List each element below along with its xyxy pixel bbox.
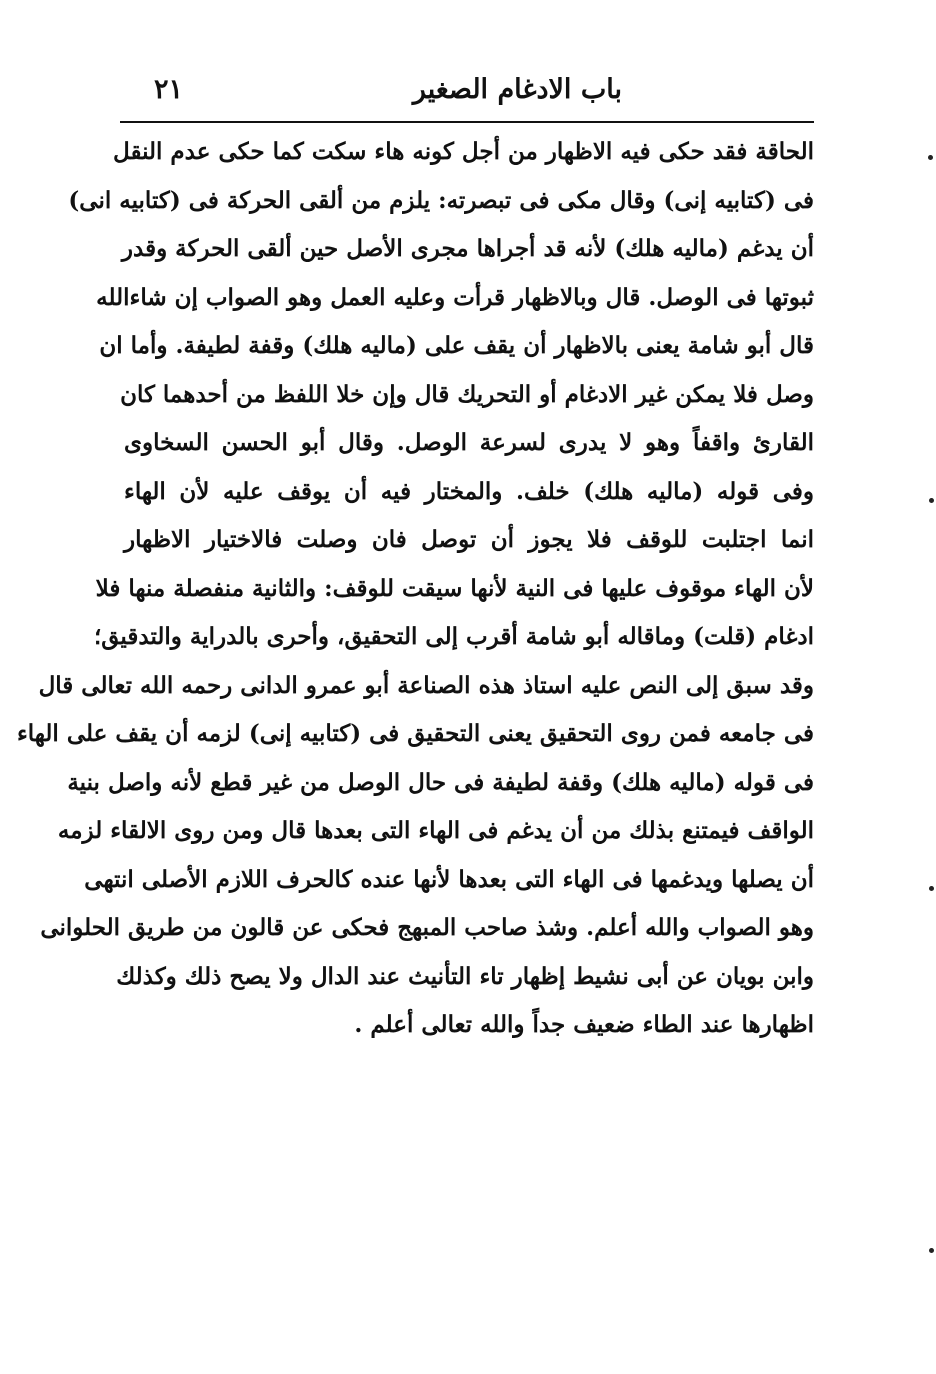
margin-speck <box>929 498 934 503</box>
text-line: ثبوتها فى الوصل. قال وبالاظهار قرأت وعليه العمل وهو الصواب إن شاءالله <box>96 283 814 311</box>
text-line: فى جامعه فمن روى التحقيق يعنى التحقيق فى (كتابيه إنى) لزمه أن يقف على الهاء <box>16 720 814 747</box>
text-line: قال أبو شامة يعنى بالاظهار أن يقف على (ماليه هلك) وقفة لطيفة. وأما ان <box>99 332 814 359</box>
page-number: ٢١ <box>154 74 184 105</box>
text-line: أن يصلها ويدغمها فى الهاء التى بعدها لأنها عنده كالحرف اللازم الأصلى انتهى <box>84 865 814 893</box>
text-line: انما اجتلبت للوقف فلا يجوز أن توصل فان وصلت فالاختيار الاظهار <box>124 526 814 553</box>
text-line: فى (كتابيه إنى) وقال مكى فى تبصرته: يلزم من ألقى الحركة فى (كتابيه انى) <box>68 186 814 214</box>
margin-speck <box>929 886 934 891</box>
header-rule <box>120 121 814 123</box>
text-line: وهو الصواب والله أعلم. وشذ صاحب المبهج فحكى عن قالون من طريق الحلوانى <box>40 914 814 941</box>
text-line: الحاقة فقد حكى فيه الاظهار من أجل كونه هاء سكت كما حكى عدم النقل <box>113 138 814 165</box>
text-line: وقد سبق إلى النص عليه استاذ هذه الصناعة أبو عمرو الدانى رحمه الله تعالى قال <box>38 671 814 699</box>
text-line: ادغام (قلت) وماقاله أبو شامة أقرب إلى التحقيق، وأحرى بالدراية والتدقيق؛ <box>93 623 814 650</box>
text-line: اظهارها عند الطاء ضعيف جداً والله تعالى أعلم . <box>354 1011 814 1038</box>
text-line: القارئ واقفاً وهو لا يدرى لسرعة الوصل. وقال أبو الحسن السخاوى <box>124 429 814 456</box>
text-line: أن يدغم (ماليه هلك) لأنه قد أجراها مجرى الأصل حين ألقى الحركة وقدر <box>121 235 814 262</box>
text-line: فى قوله (ماليه هلك) وقفة لطيفة فى حال الوصل من غير قطع لأنه واصل بنية <box>67 768 814 796</box>
text-line: الواقف فيمتنع بذلك من أن يدغم فى الهاء التى بعدها قال ومن روى الالقاء لزمه <box>57 817 814 844</box>
running-title: باب الادغام الصغير <box>412 74 622 105</box>
page-header <box>120 70 812 120</box>
text-line: وفى قوله (ماليه هلك) خلف. والمختار فيه أن يوقف عليه لأن الهاء <box>124 477 814 505</box>
text-line: لأن الهاء موقوف عليها فى النية لأنها سيقت للوقف: والثانية منفصلة منها فلا <box>95 574 814 602</box>
text-line: وابن بويان عن أبى نشيط إظهار تاء التأنيث عند الدال ولا يصح ذلك وكذلك <box>116 962 814 990</box>
body-text <box>16 128 814 1050</box>
margin-speck <box>929 1248 934 1253</box>
margin-speck <box>928 155 933 160</box>
text-line: وصل فلا يمكن غير الادغام أو التحريك قال وإن خلا اللفظ من أحدهما كان <box>120 380 814 408</box>
